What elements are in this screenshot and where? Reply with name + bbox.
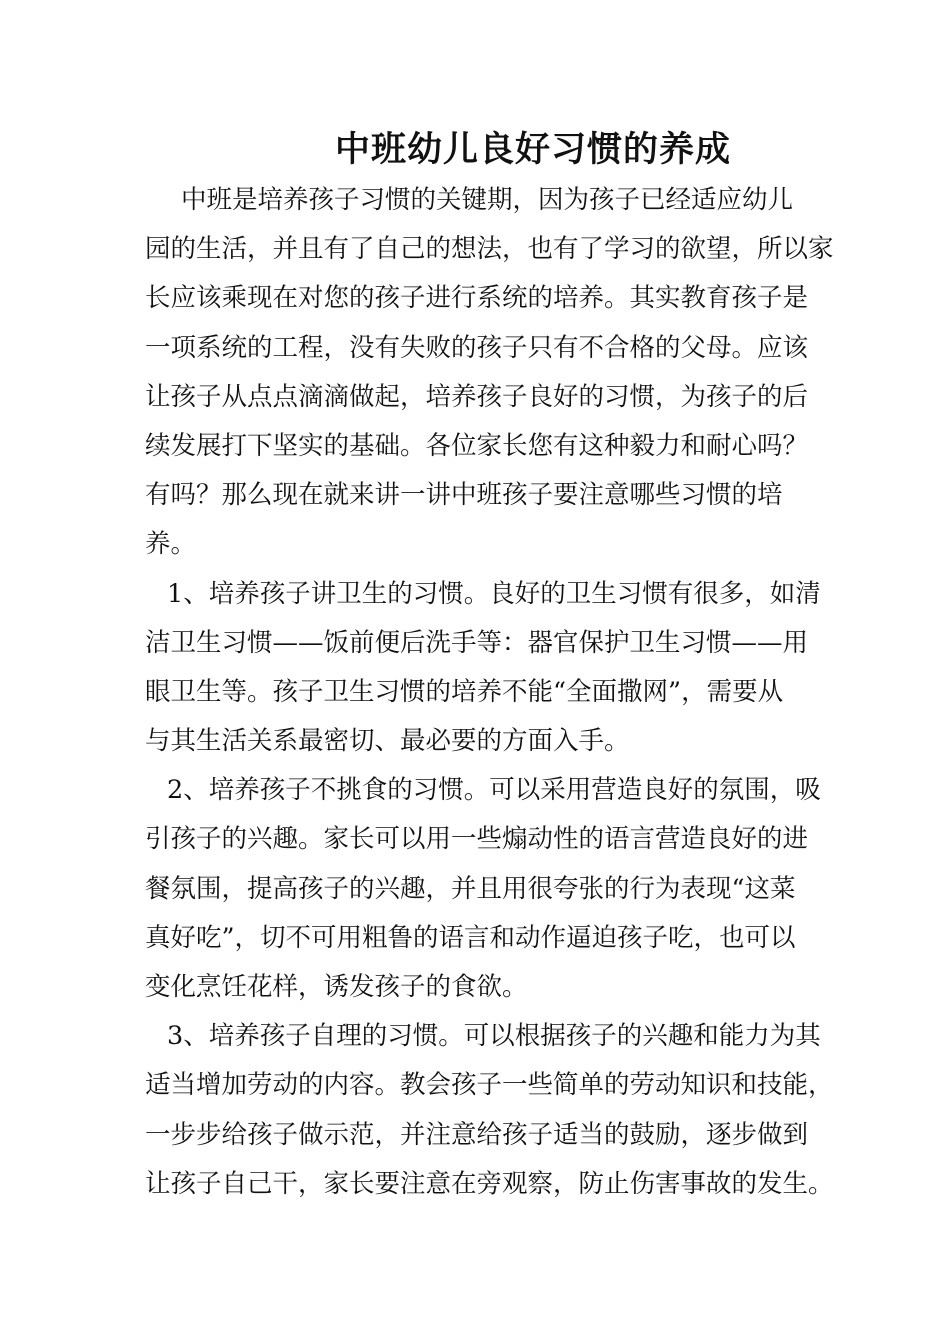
paragraph-line: 引孩子的兴趣。家长可以用一些煽动性的语言营造良好的进 xyxy=(145,824,809,855)
paragraph-line: 让孩子从点点滴滴做起，培养孩子良好的习惯，为孩子的后 xyxy=(145,381,809,412)
paragraph-line: 养。 xyxy=(145,529,197,560)
paragraph-line: 一项系统的工程，没有失败的孩子只有不合格的父母。应该 xyxy=(145,332,809,363)
paragraph-line: 变化烹饪花样，诱发孩子的食欲。 xyxy=(145,972,528,1002)
list-item-picky-eating: 2、培养孩子不挑食的习惯。可以采用营造良好的氛围，吸 xyxy=(167,775,821,806)
paragraph-line: 与其生活关系最密切、最必要的方面入手。 xyxy=(145,726,630,757)
paragraph-line: 适当增加劳动的内容。教会孩子一些简单的劳动知识和技能， xyxy=(145,1070,834,1101)
document-title: 中班幼儿良好习惯的养成 xyxy=(335,129,732,170)
paragraph-line: 一步步给孩子做示范，并注意给孩子适当的鼓励，逐步做到 xyxy=(145,1119,809,1150)
paragraph-line: 长应该乘现在对您的孩子进行系统的培养。其实教育孩子是 xyxy=(145,283,809,314)
paragraph-line: 真好吃”，切不可用粗鲁的语言和动作逼迫孩子吃，也可以 xyxy=(145,922,796,953)
list-item-self-care: 3、培养孩子自理的习惯。可以根据孩子的兴趣和能力为其 xyxy=(167,1021,821,1052)
paragraph-line: 中班是培养孩子习惯的关键期，因为孩子已经适应幼儿 xyxy=(181,185,794,215)
paragraph-line: 餐氛围，提高孩子的兴趣，并且用很夸张的行为表现“这菜 xyxy=(145,873,796,904)
paragraph-line: 有吗？那么现在就来讲一讲中班孩子要注意哪些习惯的培 xyxy=(145,480,783,511)
paragraph-line: 园的生活，并且有了自己的想法，也有了学习的欲望，所以家 xyxy=(145,234,834,265)
paragraph-line: 眼卫生等。孩子卫生习惯的培养不能“全面撒网”，需要从 xyxy=(145,676,784,707)
paragraph-line: 续发展打下坚实的基础。各位家长您有这种毅力和耐心吗？ xyxy=(145,430,809,461)
list-item-hygiene: 1、培养孩子讲卫生的习惯。良好的卫生习惯有很多，如清 xyxy=(167,578,821,609)
paragraph-line: 让孩子自己干，家长要注意在旁观察，防止伤害事故的发生。 xyxy=(145,1168,834,1199)
document-body xyxy=(145,176,834,1209)
paragraph-line: 洁卫生习惯——饭前便后洗手等：器官保护卫生习惯——用 xyxy=(145,627,809,658)
